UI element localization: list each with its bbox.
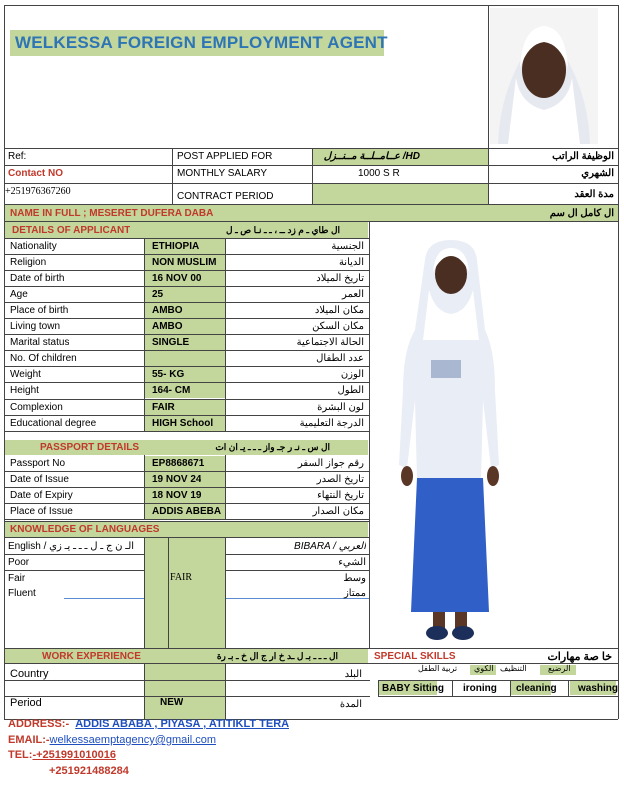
contact-no-label: Contact NO <box>8 168 63 179</box>
work-period-label: Period <box>10 697 42 709</box>
tel-label: TEL: <box>8 749 33 761</box>
language-fair-label: Fair <box>8 573 26 584</box>
passport-value: 18 NOV 19 <box>152 490 202 501</box>
passport-ar: رقم جواز السفر <box>297 458 364 469</box>
work-experience-header-ar: ال ـ ـ ـ بـ ل ـد خ ار ج ال خ ـ بـ رة <box>216 651 338 661</box>
passport-value: EP8868671 <box>152 458 205 469</box>
details-label: Place of birth <box>10 305 69 317</box>
details-label: Marital status <box>10 337 70 349</box>
details-value: AMBO <box>152 321 183 333</box>
post-applied-value: HD/ عــامــلــة مــنــزل <box>323 151 420 162</box>
post-applied-label: POST APPLIED FOR <box>177 151 273 162</box>
details-value: 16 NOV 00 <box>152 273 202 285</box>
skill-ar-4: تربية الطفل <box>418 664 458 673</box>
monthly-salary-value: 1000 S R <box>358 168 400 179</box>
language-poor-ar: الشيء <box>338 557 366 568</box>
details-ar: تاريخ الميلاد <box>316 273 364 285</box>
monthly-salary-ar: الشهري <box>581 168 614 179</box>
details-value: ETHIOPIA <box>152 241 200 252</box>
details-ar: عدد الطفال <box>316 353 364 365</box>
passport-ar: تاريخ النتهاء <box>317 490 364 501</box>
details-label: Living town <box>10 321 61 333</box>
applicant-portrait-photo <box>490 8 598 144</box>
details-label: Nationality <box>10 241 57 252</box>
language-fair-value: FAIR <box>170 572 193 583</box>
skill-baby-sitting: BABY Sitting <box>382 683 445 694</box>
details-label: Height <box>10 385 39 397</box>
details-header: DETAILS OF APPLICANT <box>12 225 131 236</box>
language-english-label: English / الـ ن ج ـ ل ـ ـ ـ يـ زي <box>8 541 135 552</box>
work-country-ar: البلد <box>344 669 362 680</box>
details-ar: مكان السكن <box>312 321 364 333</box>
ref-label: Ref: <box>8 151 27 162</box>
work-period-value: NEW <box>160 697 184 708</box>
passport-ar: تاريخ الصدر <box>316 474 364 485</box>
details-label: Complexion <box>10 401 63 413</box>
details-label: No. Of children <box>10 353 77 365</box>
languages-header: KNOWLEDGE OF LANGUAGES <box>10 524 160 535</box>
special-skills-header: SPECIAL SKILLS <box>374 651 456 662</box>
details-value: FAIR <box>152 401 175 413</box>
skill-washing: washing <box>578 683 619 694</box>
details-value: NON MUSLIM <box>152 257 217 269</box>
passport-header-ar: ال س ـ نـ ر جـ واز ـ ـ ـ يـ ان ات <box>215 442 330 452</box>
passport-value: 19 NOV 24 <box>152 474 202 485</box>
language-arabic-label: BIBARA / العربي <box>294 541 366 552</box>
work-country-label: Country <box>10 668 49 680</box>
details-value: 164- CM <box>152 385 191 397</box>
skill-cleaning: cleaning <box>516 683 557 694</box>
details-label: Religion <box>10 257 47 269</box>
details-ar: لون البشرة <box>317 401 364 413</box>
skill-ar-2: التنظيف <box>500 664 527 673</box>
passport-label: Place of Issue <box>10 506 73 517</box>
email-line <box>8 734 216 746</box>
language-fair-ar: وسط <box>343 573 366 584</box>
language-fluent-ar: ممتاز <box>343 588 366 599</box>
skill-ar-1: الرضيع <box>548 664 571 673</box>
special-skills-header-ar: خا صة مهارات <box>547 651 612 663</box>
applicant-full-body-photo <box>395 240 505 645</box>
address-label: ADDRESS:- <box>8 718 70 730</box>
details-value: AMBO <box>152 305 183 317</box>
address-line <box>8 718 289 730</box>
email-link[interactable]: welkessaemptagency@gmail.com <box>49 734 217 746</box>
post-applied-ar: الوظيفة الراتب <box>552 151 614 162</box>
details-ar: الحالة الاجتماعية <box>296 337 364 349</box>
details-label: Weight <box>10 369 41 381</box>
details-ar: مكان الميلاد <box>314 305 364 317</box>
tel-line <box>8 749 116 761</box>
full-name-ar: ال كامل ال سم <box>549 208 614 219</box>
skill-ar-3: الكوي <box>474 664 494 673</box>
details-value: HIGH School <box>152 417 214 429</box>
passport-label: Date of Issue <box>10 474 69 485</box>
passport-label: Date of Expiry <box>10 490 73 501</box>
tel-2[interactable]: +251921488284 <box>49 765 129 777</box>
agency-title: WELKESSA FOREIGN EMPLOYMENT AGENT <box>15 33 388 52</box>
passport-value: ADDIS ABEBA <box>152 506 222 517</box>
details-ar: الديانة <box>338 257 364 269</box>
passport-ar: مكان الصدار <box>312 506 364 517</box>
contract-period-ar: مدة العقد <box>574 189 614 200</box>
details-ar: الطول <box>337 385 364 397</box>
details-value: 25 <box>152 289 164 301</box>
details-header-ar: ال طاي ـ م زد ــ ، ـ ـ نـا ص ـ ل <box>226 225 340 235</box>
passport-label: Passport No <box>10 458 66 469</box>
skill-ironing: ironing <box>463 683 497 694</box>
details-ar: الجنسية <box>331 241 364 252</box>
monthly-salary-label: MONTHLY SALARY <box>177 168 268 179</box>
details-ar: الدرجة التعليمية <box>299 417 364 429</box>
work-experience-header: WORK EXPERIENCE <box>42 651 141 662</box>
passport-header: PASSPORT DETAILS <box>40 442 140 453</box>
email-label: EMAIL:- <box>8 734 50 746</box>
details-ar: الوزن <box>340 369 364 381</box>
details-value: SINGLE <box>152 337 190 349</box>
details-label: Age <box>10 289 28 301</box>
contract-period-label: CONTRACT PERIOD <box>177 191 274 202</box>
details-label: Date of birth <box>10 273 65 285</box>
contact-phone: +251976367260 <box>5 186 71 197</box>
language-fluent-label: Fluent <box>8 588 36 599</box>
language-poor-label: Poor <box>8 557 30 568</box>
full-name: NAME IN FULL ; MESERET DUFERA DABA <box>10 208 214 219</box>
details-ar: العمر <box>342 289 364 301</box>
address-value[interactable]: ADDIS ABABA , PIYASA , ATITIKLT TERA <box>75 718 290 730</box>
work-period-ar: المدة <box>339 699 362 710</box>
tel-1[interactable]: -+251991010016 <box>32 749 116 761</box>
details-value: 55- KG <box>152 369 185 381</box>
details-label: Educational degree <box>10 417 97 429</box>
